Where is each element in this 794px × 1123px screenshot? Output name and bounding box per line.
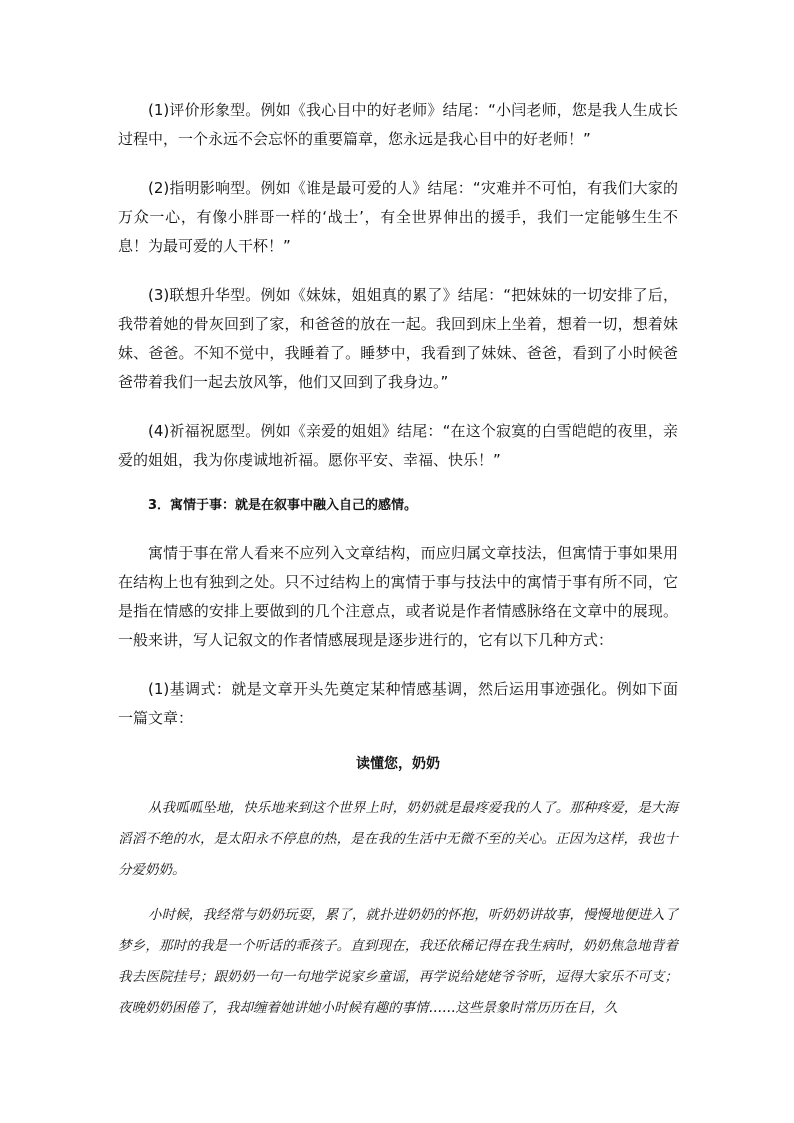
body-paragraph-tone-style: (1)基调式：就是文章开头先奠定某种情感基调，然后运用事迹强化。例如下面一篇文章： (118, 680, 678, 727)
essay-paragraph: 从我呱呱坠地，快乐地来到这个世界上时，奶奶就是最疼爱我的人了。那种疼爱，是大海滔滔不绝的水，是太阳永不停息的热，是在我的生活中无微不至的关心。正因为这样，我也十分爱奶奶。 (118, 800, 678, 878)
essay-title: 读懂您，奶奶 (356, 756, 440, 772)
document-content (118, 96, 678, 1038)
essay-paragraph: 小时候，我经常与奶奶玩耍，累了，就扑进奶奶的怀抱，听奶奶讲故事，慢慢地便进入了梦乡，那时的我是一个听话的乖孩子。直到现在，我还依稀记得在我生病时，奶奶焦急地背着我去医院挂号；跟奶奶一句一句地学说家乡童谣，再学说给姥姥爷爷听，逗得大家乐不可支；夜晚奶奶困倦了，我却缠着她讲她小时候有趣的事情……这些景象时常历历在目，久 (118, 907, 678, 1016)
ending-type-point-influence: (2)指明影响型。例如《谁是最可爱的人》结尾：“灾难并不可怕，有我们大家的万众一心，有像小胖哥一样的‘战士’，有全世界伸出的援手，我们一定能够生生不息！为最可爱的人干杯！” (118, 179, 678, 255)
body-paragraph-intro: 寓情于事在常人看来不应列入文章结构，而应归属文章技法，但寓情于事如果用在结构上也有独到之处。只不过结构上的寓情于事与技法中的寓情于事有所不同，它是指在情感的安排上要做到的几个注意点，或者说是作者情感脉络在文章中的展现。一般来讲，写人记叙文的作者情感展现是逐步进行的，它有以下几种方式： (118, 544, 678, 649)
ending-type-blessing: (4)祈福祝愿型。例如《亲爱的姐姐》结尾：“在这个寂寞的白雪皑皑的夜里，亲爱的姐姐，我为你虔诚地祈福。愿你平安、幸福、快乐！” (118, 422, 678, 469)
ending-type-evaluate-image: (1)评价形象型。例如《我心目中的好老师》结尾：“小闫老师，您是我人生成长过程中，一个永远不会忘怀的重要篇章，您永远是我心目中的好老师！” (118, 101, 678, 148)
ending-type-association-sublimation: (3)联想升华型。例如《妹妹，姐姐真的累了》结尾：“把妹妹的一切安排了后，我带着她的骨灰回到了家，和爸爸的放在一起。我回到床上坐着，想着一切，想着妹妹、爸爸。不知不觉中，我睡着了。睡梦中，我看到了妹妹、爸爸，看到了小时候爸爸带着我们一起去放风筝，他们又回到了我身边。” (118, 286, 678, 391)
section-3-heading: 3．寓情于事：就是在叙事中融入自己的感情。 (148, 498, 418, 513)
